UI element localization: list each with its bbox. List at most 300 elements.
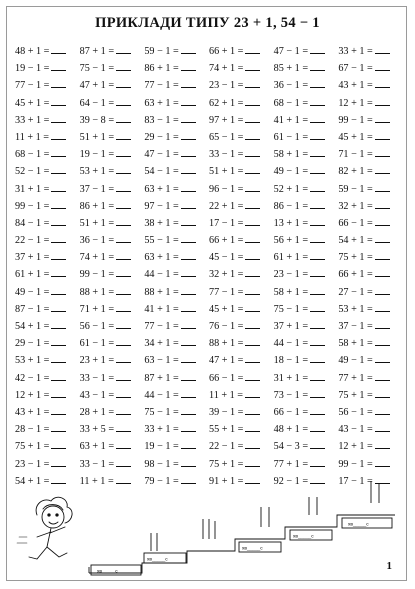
- answer-blank[interactable]: [51, 474, 66, 484]
- answer-blank[interactable]: [51, 147, 66, 157]
- exercise-expression: 63 − 1 =: [144, 355, 179, 367]
- answer-blank[interactable]: [245, 96, 260, 106]
- answer-blank[interactable]: [375, 371, 390, 381]
- answer-blank[interactable]: [51, 371, 66, 381]
- exercise-item: [274, 387, 339, 404]
- answer-blank[interactable]: [116, 457, 131, 467]
- step-label-5: хв_____с: [348, 522, 369, 528]
- exercise-expression: 59 − 1 =: [338, 183, 373, 195]
- answer-blank[interactable]: [51, 164, 66, 174]
- page-number: 1: [386, 560, 392, 572]
- answer-blank[interactable]: [116, 285, 131, 295]
- answer-blank[interactable]: [245, 439, 260, 449]
- answer-blank[interactable]: [245, 216, 260, 226]
- exercise-item: [274, 129, 339, 146]
- answer-blank[interactable]: [245, 61, 260, 71]
- answer-blank[interactable]: [245, 182, 260, 192]
- answer-blank[interactable]: [375, 96, 390, 106]
- answer-blank[interactable]: [375, 44, 390, 54]
- exercise-item: [338, 335, 403, 352]
- answer-blank[interactable]: [375, 405, 390, 415]
- answer-blank[interactable]: [245, 422, 260, 432]
- exercise-expression: 47 + 1 =: [79, 80, 115, 92]
- exercise-expression: 75 + 1 =: [208, 458, 244, 470]
- answer-blank[interactable]: [245, 233, 260, 243]
- exercise-item: [15, 198, 80, 215]
- exercise-item: [144, 318, 209, 335]
- exercise-item: [15, 163, 80, 180]
- exercise-item: [209, 215, 274, 232]
- exercise-expression: 23 − 1 =: [273, 269, 309, 281]
- exercise-expression: 86 + 1 =: [144, 63, 179, 75]
- exercise-expression: 52 − 1 =: [15, 166, 50, 178]
- answer-blank[interactable]: [310, 474, 325, 484]
- exercise-expression: 88 + 1 =: [208, 338, 244, 350]
- exercise-item: [15, 181, 80, 198]
- answer-blank[interactable]: [116, 113, 131, 123]
- exercise-item: [274, 352, 339, 369]
- answer-blank[interactable]: [310, 164, 325, 174]
- answer-blank[interactable]: [51, 336, 66, 346]
- answer-blank[interactable]: [375, 267, 390, 277]
- exercise-expression: 44 − 1 =: [273, 338, 309, 350]
- running-boy-icon: [17, 497, 72, 559]
- answer-blank[interactable]: [310, 113, 325, 123]
- exercise-item: [80, 370, 145, 387]
- answer-blank[interactable]: [375, 147, 390, 157]
- exercise-expression: 87 + 1 =: [79, 46, 115, 57]
- answer-blank[interactable]: [310, 457, 325, 467]
- answer-blank[interactable]: [181, 319, 196, 329]
- exercise-item: [209, 232, 274, 249]
- answer-blank[interactable]: [245, 267, 260, 277]
- exercise-item: [274, 284, 339, 301]
- exercise-expression: 74 + 1 =: [79, 252, 115, 264]
- answer-blank[interactable]: [116, 336, 131, 346]
- exercise-expression: 99 − 1 =: [338, 458, 373, 470]
- answer-blank[interactable]: [310, 285, 325, 295]
- answer-blank[interactable]: [116, 267, 131, 277]
- exercise-expression: 53 + 1 =: [338, 303, 373, 315]
- answer-blank[interactable]: [245, 130, 260, 140]
- answer-blank[interactable]: [116, 164, 131, 174]
- answer-blank[interactable]: [181, 199, 196, 209]
- answer-blank[interactable]: [116, 147, 131, 157]
- page-title: ПРИКЛАДИ ТИПУ 23 + 1, 54 − 1: [95, 15, 320, 31]
- answer-blank[interactable]: [375, 182, 390, 192]
- exercise-expression: 47 + 1 =: [208, 355, 244, 367]
- answer-blank[interactable]: [51, 216, 66, 226]
- exercise-item: [274, 335, 339, 352]
- answer-blank[interactable]: [310, 371, 325, 381]
- answer-blank[interactable]: [181, 439, 196, 449]
- answer-blank[interactable]: [181, 182, 196, 192]
- answer-blank[interactable]: [375, 61, 390, 71]
- answer-blank[interactable]: [116, 233, 131, 243]
- exercise-item: [80, 181, 145, 198]
- exercise-item: [144, 146, 209, 163]
- answer-blank[interactable]: [51, 388, 66, 398]
- answer-blank[interactable]: [375, 422, 390, 432]
- answer-blank[interactable]: [116, 474, 131, 484]
- exercise-expression: 49 − 1 =: [15, 286, 50, 298]
- answer-blank[interactable]: [181, 61, 196, 71]
- answer-blank[interactable]: [310, 233, 325, 243]
- answer-blank[interactable]: [375, 457, 390, 467]
- answer-blank[interactable]: [181, 44, 196, 54]
- answer-blank[interactable]: [116, 61, 131, 71]
- answer-blank[interactable]: [51, 319, 66, 329]
- exercise-item: [274, 77, 339, 94]
- exercise-item: [209, 266, 274, 283]
- exercise-expression: 19 − 1 =: [144, 441, 179, 453]
- exercise-expression: 61 − 1 =: [79, 338, 115, 350]
- exercise-expression: 11 + 1 =: [208, 389, 244, 401]
- exercise-expression: 43 + 1 =: [338, 80, 373, 92]
- answer-blank[interactable]: [181, 250, 196, 260]
- exercise-expression: 47 − 1 =: [273, 46, 309, 57]
- exercise-expression: 43 − 1 =: [79, 389, 115, 401]
- answer-blank[interactable]: [51, 267, 66, 277]
- answer-blank[interactable]: [51, 96, 66, 106]
- exercise-grid: [15, 43, 403, 490]
- exercise-expression: 75 + 1 =: [338, 389, 373, 401]
- exercise-expression: 58 + 1 =: [338, 338, 373, 350]
- answer-blank[interactable]: [116, 130, 131, 140]
- exercise-expression: 11 + 1 =: [79, 475, 114, 487]
- exercise-item: [274, 43, 339, 60]
- answer-blank[interactable]: [245, 319, 260, 329]
- answer-blank[interactable]: [245, 78, 260, 88]
- exercise-item: [144, 456, 209, 473]
- answer-blank[interactable]: [245, 457, 260, 467]
- answer-blank[interactable]: [116, 353, 131, 363]
- answer-blank[interactable]: [51, 285, 66, 295]
- answer-blank[interactable]: [375, 285, 390, 295]
- exercise-expression: 61 + 1 =: [273, 252, 309, 264]
- answer-blank[interactable]: [310, 439, 325, 449]
- answer-blank[interactable]: [51, 250, 66, 260]
- answer-blank[interactable]: [375, 388, 390, 398]
- answer-blank[interactable]: [245, 336, 260, 346]
- answer-blank[interactable]: [51, 78, 66, 88]
- answer-blank[interactable]: [116, 439, 131, 449]
- exercise-expression: 77 − 1 =: [144, 80, 179, 92]
- exercise-item: [338, 370, 403, 387]
- answer-blank[interactable]: [181, 336, 196, 346]
- answer-blank[interactable]: [51, 130, 66, 140]
- exercise-item: [80, 112, 145, 129]
- answer-blank[interactable]: [116, 388, 131, 398]
- exercise-item: [209, 318, 274, 335]
- exercise-item: [80, 232, 145, 249]
- answer-blank[interactable]: [310, 44, 325, 54]
- exercise-expression: 97 − 1 =: [144, 200, 179, 212]
- exercise-item: [274, 215, 339, 232]
- exercise-item: [15, 404, 80, 421]
- exercise-item: [80, 146, 145, 163]
- answer-blank[interactable]: [375, 164, 390, 174]
- exercise-item: [15, 232, 80, 249]
- answer-blank[interactable]: [245, 388, 260, 398]
- exercise-expression: 45 + 1 =: [15, 97, 50, 109]
- answer-blank[interactable]: [181, 388, 196, 398]
- answer-blank[interactable]: [181, 96, 196, 106]
- exercise-item: [80, 301, 145, 318]
- answer-blank[interactable]: [181, 233, 196, 243]
- answer-blank[interactable]: [51, 353, 66, 363]
- answer-blank[interactable]: [181, 422, 196, 432]
- answer-blank[interactable]: [181, 474, 196, 484]
- exercise-item: [209, 301, 274, 318]
- answer-blank[interactable]: [310, 182, 325, 192]
- exercise-expression: 76 − 1 =: [208, 321, 244, 332]
- answer-blank[interactable]: [51, 302, 66, 312]
- answer-blank[interactable]: [375, 474, 390, 484]
- exercise-item: [209, 181, 274, 198]
- exercise-expression: 86 + 1 =: [79, 200, 115, 212]
- exercise-item: [338, 301, 403, 318]
- exercise-item: [274, 146, 339, 163]
- exercise-item: [274, 232, 339, 249]
- exercise-item: [15, 421, 80, 438]
- exercise-expression: 51 + 1 =: [208, 166, 244, 178]
- exercise-expression: 22 − 1 =: [15, 235, 50, 247]
- answer-blank[interactable]: [310, 319, 325, 329]
- answer-blank[interactable]: [181, 78, 196, 88]
- exercise-item: [338, 60, 403, 77]
- exercise-item: [144, 60, 209, 77]
- exercise-item: [144, 370, 209, 387]
- answer-blank[interactable]: [310, 147, 325, 157]
- answer-blank[interactable]: [310, 199, 325, 209]
- answer-blank[interactable]: [245, 474, 260, 484]
- exercise-expression: 33 + 1 =: [15, 114, 50, 126]
- answer-blank[interactable]: [116, 405, 131, 415]
- exercise-item: [274, 370, 339, 387]
- exercise-item: [274, 249, 339, 266]
- answer-blank[interactable]: [181, 405, 196, 415]
- exercise-expression: 87 + 1 =: [144, 372, 179, 384]
- answer-blank[interactable]: [181, 353, 196, 363]
- exercise-expression: 54 − 3 =: [273, 441, 309, 453]
- answer-blank[interactable]: [375, 233, 390, 243]
- answer-blank[interactable]: [116, 319, 131, 329]
- step-box-5: [342, 518, 392, 528]
- answer-blank[interactable]: [245, 250, 260, 260]
- exercise-item: [338, 163, 403, 180]
- exercise-item: [274, 181, 339, 198]
- answer-blank[interactable]: [181, 371, 196, 381]
- exercise-item: [209, 129, 274, 146]
- exercise-expression: 56 − 1 =: [79, 321, 115, 332]
- exercise-expression: 66 − 1 =: [338, 217, 373, 229]
- answer-blank[interactable]: [51, 457, 66, 467]
- answer-blank[interactable]: [310, 422, 325, 432]
- exercise-expression: 33 − 1 =: [79, 372, 115, 384]
- answer-blank[interactable]: [245, 113, 260, 123]
- exercise-expression: 58 + 1 =: [273, 149, 309, 161]
- answer-blank[interactable]: [51, 113, 66, 123]
- answer-blank[interactable]: [310, 388, 325, 398]
- exercise-expression: 68 − 1 =: [15, 149, 50, 161]
- answer-blank[interactable]: [375, 302, 390, 312]
- answer-blank[interactable]: [310, 78, 325, 88]
- answer-blank[interactable]: [116, 44, 131, 54]
- answer-blank[interactable]: [375, 250, 390, 260]
- step-box-1: [91, 565, 141, 575]
- exercise-item: [15, 112, 80, 129]
- exercise-expression: 33 + 1 =: [144, 424, 179, 436]
- exercise-item: [338, 473, 403, 490]
- exercise-expression: 22 − 1 =: [208, 441, 244, 453]
- answer-blank[interactable]: [375, 78, 390, 88]
- exercise-item: [80, 129, 145, 146]
- exercise-item: [209, 473, 274, 490]
- exercise-item: [15, 456, 80, 473]
- exercise-item: [338, 284, 403, 301]
- exercise-expression: 59 − 1 =: [144, 46, 179, 57]
- exercise-item: [15, 284, 80, 301]
- answer-blank[interactable]: [181, 285, 196, 295]
- exercise-expression: 55 + 1 =: [208, 424, 244, 436]
- exercise-item: [144, 249, 209, 266]
- answer-blank[interactable]: [375, 216, 390, 226]
- exercise-item: [338, 43, 403, 60]
- answer-blank[interactable]: [310, 61, 325, 71]
- answer-blank[interactable]: [245, 164, 260, 174]
- answer-blank[interactable]: [181, 164, 196, 174]
- exercise-expression: 63 + 1 =: [144, 97, 179, 109]
- answer-blank[interactable]: [181, 130, 196, 140]
- answer-blank[interactable]: [51, 61, 66, 71]
- answer-blank[interactable]: [181, 302, 196, 312]
- answer-blank[interactable]: [181, 113, 196, 123]
- exercise-expression: 62 + 1 =: [208, 97, 244, 109]
- exercise-item: [144, 352, 209, 369]
- answer-blank[interactable]: [245, 285, 260, 295]
- exercise-item: [15, 335, 80, 352]
- answer-blank[interactable]: [310, 302, 325, 312]
- exercise-expression: 19 − 1 =: [15, 63, 50, 75]
- exercise-expression: 36 − 1 =: [273, 80, 309, 92]
- exercise-item: [209, 146, 274, 163]
- exercise-expression: 11 + 1 =: [15, 131, 50, 143]
- answer-blank[interactable]: [51, 422, 66, 432]
- exercise-expression: 87 − 1 =: [15, 303, 50, 315]
- answer-blank[interactable]: [116, 96, 131, 106]
- answer-blank[interactable]: [310, 250, 325, 260]
- answer-blank[interactable]: [116, 216, 131, 226]
- exercise-item: [274, 60, 339, 77]
- exercise-item: [338, 421, 403, 438]
- exercise-expression: 32 + 1 =: [338, 200, 373, 212]
- answer-blank[interactable]: [310, 130, 325, 140]
- answer-blank[interactable]: [375, 319, 390, 329]
- answer-blank[interactable]: [310, 405, 325, 415]
- exercise-expression: 29 − 1 =: [15, 338, 50, 350]
- exercise-expression: 71 − 1 =: [338, 149, 373, 161]
- answer-blank[interactable]: [245, 302, 260, 312]
- answer-blank[interactable]: [310, 336, 325, 346]
- exercise-expression: 44 − 1 =: [144, 389, 179, 401]
- answer-blank[interactable]: [245, 371, 260, 381]
- answer-blank[interactable]: [51, 182, 66, 192]
- answer-blank[interactable]: [245, 405, 260, 415]
- exercise-expression: 52 + 1 =: [273, 183, 309, 195]
- exercise-item: [144, 421, 209, 438]
- exercise-item: [144, 163, 209, 180]
- exercise-expression: 32 + 1 =: [208, 269, 244, 281]
- answer-blank[interactable]: [51, 199, 66, 209]
- exercise-item: [15, 473, 80, 490]
- answer-blank[interactable]: [116, 199, 131, 209]
- answer-blank[interactable]: [181, 457, 196, 467]
- exercise-expression: 23 − 1 =: [208, 80, 244, 92]
- exercise-expression: 43 + 1 =: [15, 406, 50, 418]
- exercise-expression: 67 − 1 =: [338, 63, 373, 75]
- exercise-item: [144, 43, 209, 60]
- answer-blank[interactable]: [116, 250, 131, 260]
- answer-blank[interactable]: [375, 439, 390, 449]
- exercise-expression: 84 − 1 =: [15, 217, 50, 229]
- exercise-item: [144, 284, 209, 301]
- answer-blank[interactable]: [375, 199, 390, 209]
- exercise-item: [338, 404, 403, 421]
- answer-blank[interactable]: [51, 44, 66, 54]
- answer-blank[interactable]: [375, 113, 390, 123]
- answer-blank[interactable]: [51, 405, 66, 415]
- exercise-expression: 51 + 1 =: [79, 131, 115, 143]
- answer-blank[interactable]: [181, 216, 196, 226]
- answer-blank[interactable]: [116, 302, 131, 312]
- answer-blank[interactable]: [116, 182, 131, 192]
- exercise-item: [274, 301, 339, 318]
- exercise-expression: 92 − 1 =: [273, 475, 309, 487]
- answer-blank[interactable]: [310, 267, 325, 277]
- exercise-expression: 39 − 1 =: [208, 406, 244, 418]
- answer-blank[interactable]: [116, 78, 131, 88]
- answer-blank[interactable]: [116, 422, 131, 432]
- exercise-item: [338, 181, 403, 198]
- answer-blank[interactable]: [310, 216, 325, 226]
- answer-blank[interactable]: [375, 336, 390, 346]
- answer-blank[interactable]: [181, 267, 196, 277]
- exercise-expression: 48 + 1 =: [15, 46, 50, 57]
- answer-blank[interactable]: [51, 233, 66, 243]
- step-label-4: хв_____с: [293, 534, 314, 540]
- answer-blank[interactable]: [51, 439, 66, 449]
- exercise-item: [338, 198, 403, 215]
- answer-blank[interactable]: [181, 147, 196, 157]
- exercise-item: [209, 404, 274, 421]
- answer-blank[interactable]: [245, 147, 260, 157]
- exercise-item: [338, 438, 403, 455]
- answer-blank[interactable]: [245, 353, 260, 363]
- answer-blank[interactable]: [245, 44, 260, 54]
- answer-blank[interactable]: [116, 371, 131, 381]
- exercise-item: [338, 456, 403, 473]
- exercise-item: [209, 335, 274, 352]
- answer-blank[interactable]: [375, 353, 390, 363]
- exercise-expression: 66 − 1 =: [273, 406, 309, 418]
- answer-blank[interactable]: [375, 130, 390, 140]
- exercise-item: [209, 456, 274, 473]
- exercise-item: [144, 473, 209, 490]
- answer-blank[interactable]: [310, 96, 325, 106]
- answer-blank[interactable]: [245, 199, 260, 209]
- answer-blank[interactable]: [310, 353, 325, 363]
